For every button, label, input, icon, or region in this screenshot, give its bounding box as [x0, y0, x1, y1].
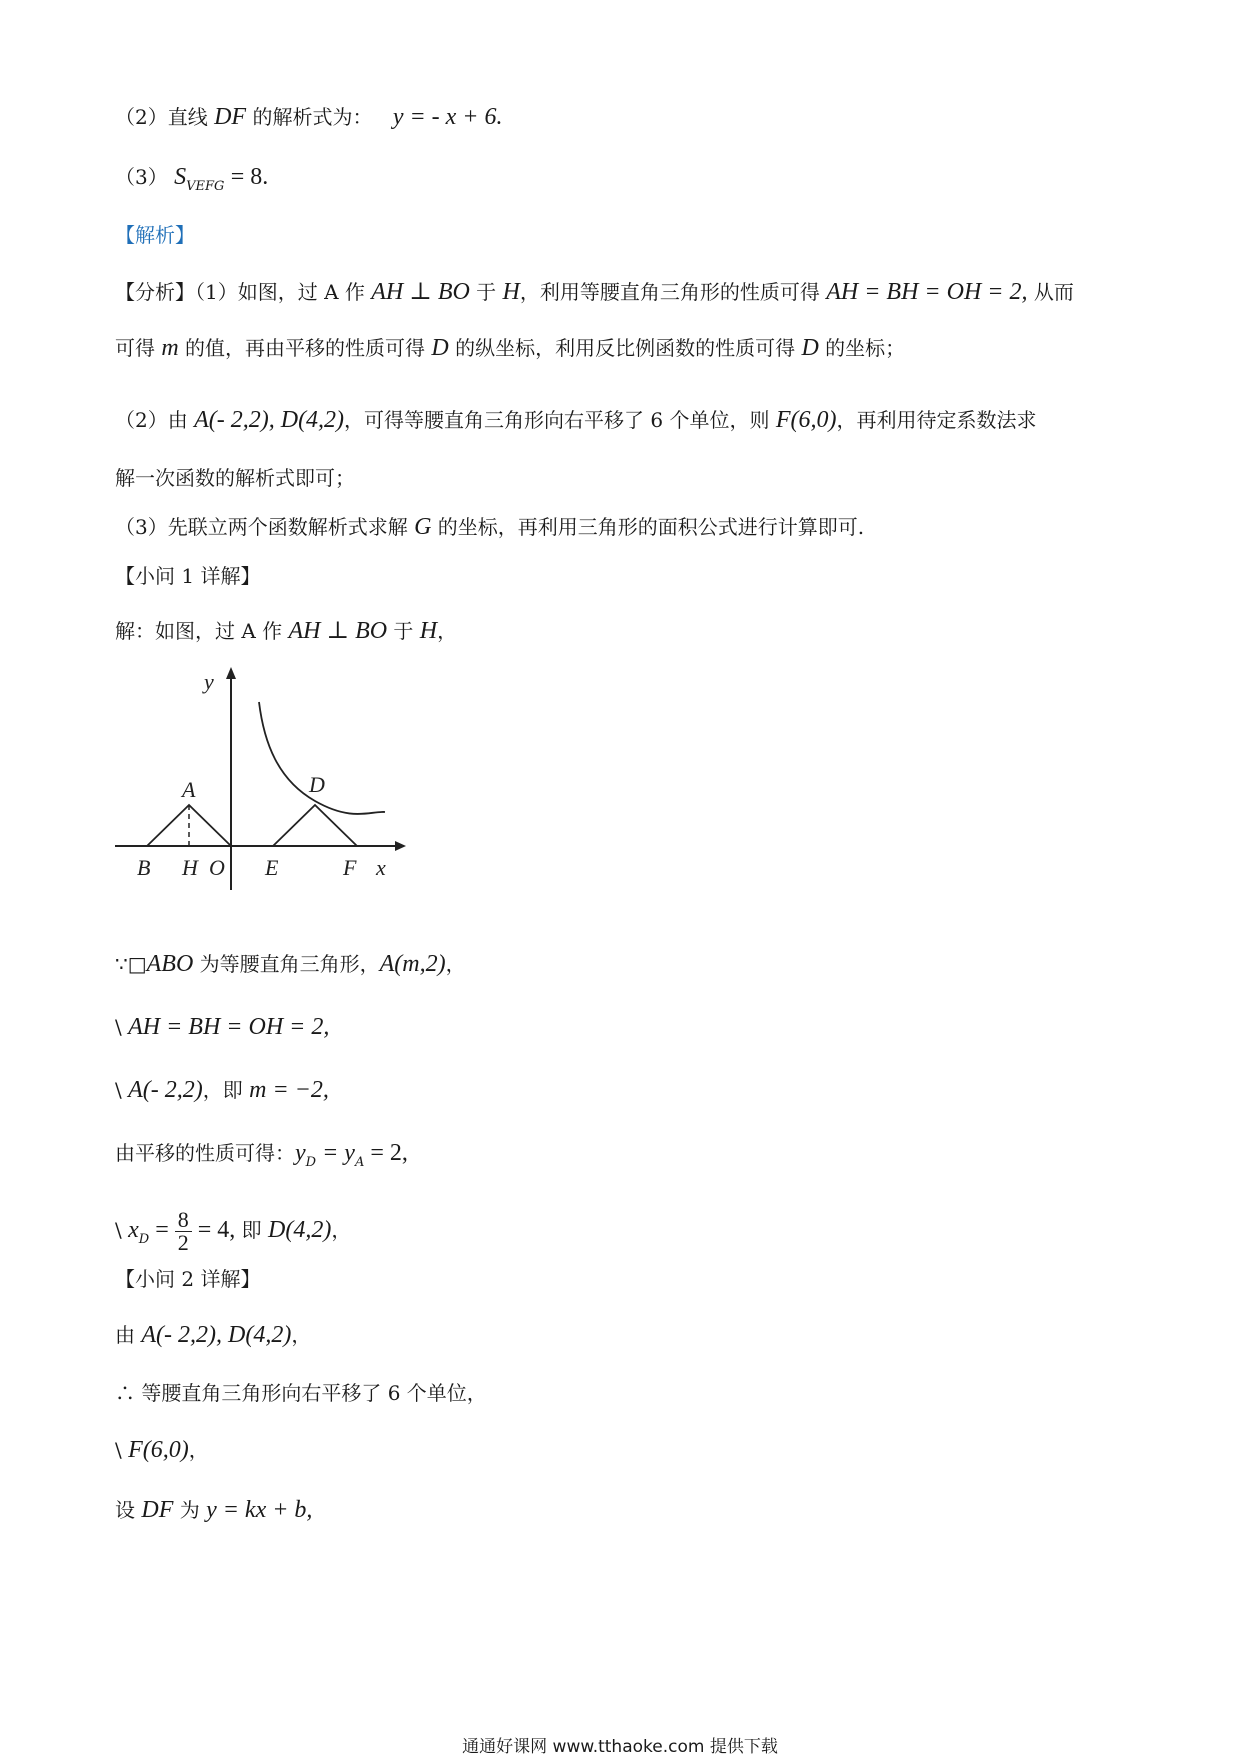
label-e: E	[265, 855, 279, 880]
coordinate-figure	[110, 665, 410, 895]
q1-heading: 【小问 1 详解】	[115, 564, 261, 588]
analysis-line-3: （2）由 A(- 2,2), D(4,2)，可得等腰直角三角形向右平移了 6 个单位，则 F(6,0)，再利用待定系数法求	[115, 407, 1037, 433]
q1-step-4: 由平移的性质可得：$y_D = y_A = 2$,	[115, 1140, 408, 1170]
label-o: O	[209, 855, 225, 880]
answer-2: （2）直线 DF 的解析式为： y = - x + 6.	[115, 104, 503, 130]
q1-step-3: \ A(- 2,2)，即 m = −2,	[115, 1077, 329, 1103]
x-axis-arrow	[395, 841, 406, 851]
fraction-8-over-2: $\frac{8}{2}$	[175, 1209, 192, 1254]
y-axis-arrow	[226, 667, 236, 679]
q1-step-2: \ AH = BH = OH = 2,	[115, 1014, 330, 1040]
triangle-edf	[273, 805, 357, 846]
answer-3: （3） $S_{VEFG} = 8$.	[115, 164, 269, 194]
label-d: D	[309, 772, 325, 797]
analysis-line-1: 【分析】（1）如图，过 A 作 AH ⊥ BO 于 H，利用等腰直角三角形的性质可得 AH = BH = OH = 2, 从而	[115, 279, 1074, 305]
hyperbola-curve	[259, 702, 385, 814]
q1-step-1: ∵□ABO 为等腰直角三角形，A(m,2)，	[115, 951, 466, 977]
label-f: F	[343, 855, 357, 880]
label-a: A	[182, 777, 196, 802]
label-b: B	[137, 855, 151, 880]
label-h: H	[182, 855, 198, 880]
label-x: x	[376, 855, 386, 880]
q2-step-1: 由 A(- 2,2), D(4,2)，	[115, 1322, 312, 1348]
q2-step-3: \ F(6,0)，	[115, 1437, 209, 1463]
jiexi-heading: 【解析】	[115, 223, 195, 247]
q2-step-4: 设 DF 为 y = kx + b,	[115, 1497, 313, 1523]
label-y: y	[204, 669, 214, 694]
page-footer: 通通好课网 www.tthaoke.com 提供下载	[462, 1737, 778, 1757]
q1-step-5: \ $x_D$ = $\frac{8}{2}$ = 4, 即 D(4,2)，	[115, 1207, 352, 1255]
q2-heading: 【小问 2 详解】	[115, 1267, 261, 1291]
analysis-line-2: 可得 m 的值，再由平移的性质可得 D 的纵坐标，利用反比例函数的性质可得 D 的坐标；	[115, 335, 906, 361]
q1-intro: 解：如图，过 A 作 AH ⊥ BO 于 H，	[115, 618, 458, 644]
q2-step-2: ∴ 等腰直角三角形向右平移了 6 个单位，	[115, 1381, 487, 1405]
analysis-line-5: （3）先联立两个函数解析式求解 G 的坐标，再利用三角形的面积公式进行计算即可.	[115, 514, 865, 540]
analysis-line-4: 解一次函数的解析式即可；	[115, 466, 355, 490]
